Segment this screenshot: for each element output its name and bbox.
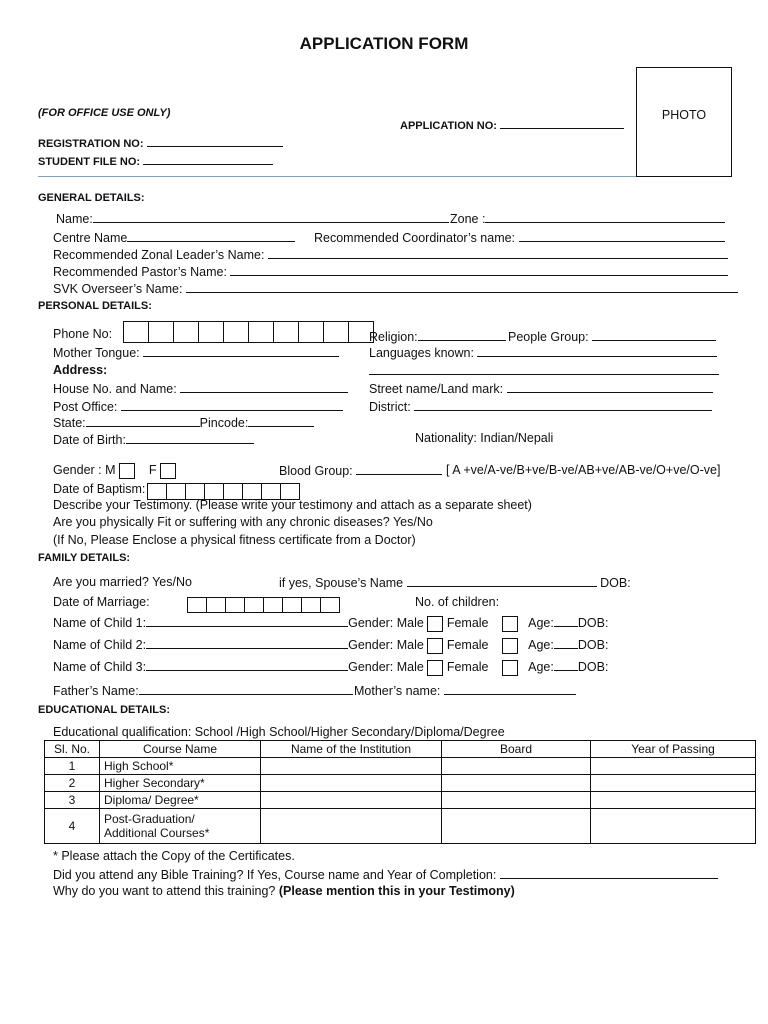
nationality-label: Nationality: Indian/Nepali: [415, 431, 554, 445]
bible-training-label: Did you attend any Bible Training? If Yes, Course name and Year of Completion:: [53, 868, 497, 882]
marriage-date-input[interactable]: [188, 596, 340, 613]
blood-group-label: Blood Group:: [279, 464, 353, 478]
religion-field[interactable]: [369, 328, 506, 345]
board-cell[interactable]: [442, 809, 591, 844]
father-field[interactable]: [53, 682, 353, 699]
child-female-label: Female: [446, 660, 489, 674]
table-row: [45, 758, 756, 775]
overseer-label: SVK Overseer’s Name:: [53, 282, 183, 296]
institution-cell[interactable]: [261, 809, 442, 844]
baptism-label: Date of Baptism:: [53, 482, 146, 496]
gender-label: Gender : M: [53, 463, 116, 477]
office-use-label: (FOR OFFICE USE ONLY): [38, 107, 171, 119]
child-age-label: Age:: [528, 638, 554, 652]
child-row: [53, 614, 608, 632]
table-row: [45, 809, 756, 844]
mother-field[interactable]: [354, 682, 576, 699]
street-field[interactable]: [369, 380, 713, 397]
header-divider: [38, 176, 636, 177]
child-female-label: Female: [446, 638, 489, 652]
board-cell[interactable]: [442, 792, 591, 809]
child-female-checkbox[interactable]: [502, 616, 518, 632]
father-label: Father’s Name:: [53, 684, 139, 698]
blood-group-field[interactable]: [279, 462, 442, 479]
child-dob-label: DOB:: [577, 616, 609, 630]
fitness-question: Are you physically Fit or suffering with any chronic diseases? Yes/No: [53, 515, 433, 529]
year-cell[interactable]: [591, 775, 756, 792]
student-file-no-field[interactable]: [38, 152, 273, 170]
child-male-checkbox[interactable]: [427, 638, 443, 654]
child-gender-label: Gender: Male: [348, 638, 424, 652]
bible-training-field[interactable]: [53, 866, 718, 883]
name-label: Name:: [56, 212, 93, 226]
post-office-field[interactable]: [53, 398, 343, 415]
board-cell[interactable]: [442, 758, 591, 775]
phone-label: Phone No:: [53, 327, 113, 341]
registration-no-field[interactable]: [38, 134, 283, 152]
pastor-label: Recommended Pastor’s Name:: [53, 265, 227, 279]
year-cell[interactable]: [591, 758, 756, 775]
course-cell: High School*: [100, 758, 261, 775]
pastor-field[interactable]: [53, 263, 728, 280]
district-field[interactable]: [369, 398, 712, 415]
table-header-row: [45, 741, 756, 758]
dob-label: Date of Birth:: [53, 433, 126, 447]
child-name-input[interactable]: [146, 636, 348, 649]
coordinator-field[interactable]: [314, 229, 725, 246]
child-dob-label: DOB:: [577, 638, 609, 652]
coordinator-label: Recommended Coordinator’s name:: [314, 231, 516, 245]
gender-m-checkbox[interactable]: [119, 463, 135, 479]
child-name-label: Name of Child 1:: [53, 616, 147, 630]
name-field[interactable]: [56, 210, 449, 227]
child-female-checkbox[interactable]: [502, 638, 518, 654]
form-title: APPLICATION FORM: [299, 34, 469, 53]
mother-tongue-field[interactable]: [53, 344, 339, 361]
certificates-note: * Please attach the Copy of the Certificates.: [53, 849, 295, 863]
qualification-text: Educational qualification: School /High School/Higher Secondary/Diploma/Degree: [53, 725, 505, 739]
education-table: [44, 740, 756, 844]
spouse-field[interactable]: [279, 574, 631, 591]
blood-options: [ A +ve/A-ve/B+ve/B-ve/AB+ve/AB-ve/O+ve/O-ve]: [446, 463, 721, 477]
zone-field[interactable]: [450, 210, 725, 227]
photo-box[interactable]: [636, 67, 732, 177]
education-heading: EDUCATIONAL DETAILS:: [38, 704, 170, 716]
phone-input[interactable]: [124, 321, 374, 343]
column-header: Sl. No.: [45, 741, 100, 758]
zonal-leader-label: Recommended Zonal Leader’s Name:: [53, 248, 265, 262]
child-name-label: Name of Child 3:: [53, 660, 147, 674]
application-no-label: APPLICATION NO:: [400, 120, 497, 132]
religion-label: Religion:: [369, 330, 418, 344]
child-age-label: Age:: [528, 616, 554, 630]
application-no-field[interactable]: [400, 116, 624, 134]
column-header: Year of Passing: [591, 741, 756, 758]
people-group-label: People Group:: [508, 330, 589, 344]
sl-no-cell: 1: [45, 758, 100, 775]
marriage-date-label: Date of Marriage:: [53, 595, 150, 609]
gender-f-checkbox[interactable]: [160, 463, 176, 479]
why-bold-note: (Please mention this in your Testimony): [278, 884, 515, 898]
sl-no-cell: 2: [45, 775, 100, 792]
address-extra-line[interactable]: [369, 362, 719, 379]
child-female-checkbox[interactable]: [502, 660, 518, 676]
married-question: Are you married? Yes/No: [53, 575, 192, 589]
state-field[interactable]: [53, 414, 314, 431]
column-header: Name of the Institution: [261, 741, 442, 758]
children-count-label: No. of children:: [415, 595, 500, 609]
zonal-leader-field[interactable]: [53, 246, 728, 263]
address-label: Address:: [53, 363, 108, 377]
child-age-label: Age:: [528, 660, 554, 674]
why-question: Why do you want to attend this training?: [53, 884, 276, 898]
personal-heading: PERSONAL DETAILS:: [38, 300, 152, 312]
column-header: Course Name: [100, 741, 261, 758]
languages-label: Languages known:: [369, 346, 474, 360]
gender-f-label: F: [148, 463, 157, 477]
child-dob-label: DOB:: [577, 660, 609, 674]
table-row: [45, 792, 756, 809]
child-gender-label: Gender: Male: [348, 616, 424, 630]
languages-field[interactable]: [369, 344, 717, 361]
pincode-label: Pincode:: [199, 416, 249, 430]
course-line-2: Additional Courses*: [104, 826, 210, 840]
institution-cell[interactable]: [261, 775, 442, 792]
course-cell: Diploma/ Degree*: [100, 792, 261, 809]
state-label: State:: [53, 416, 86, 430]
student-file-no-label: STUDENT FILE NO:: [38, 156, 141, 168]
testimony-text: Describe your Testimony. (Please write your testimony and attach as a separate sheet): [53, 498, 532, 512]
post-office-label: Post Office:: [53, 400, 118, 414]
spouse-dob-label: DOB:: [600, 576, 631, 590]
centre-name-field[interactable]: [53, 229, 295, 246]
course-line-1: Post-Graduation/: [104, 812, 195, 826]
family-heading: FAMILY DETAILS:: [38, 552, 131, 564]
board-cell[interactable]: [442, 775, 591, 792]
house-label: House No. and Name:: [53, 382, 177, 396]
general-heading: GENERAL DETAILS:: [38, 192, 145, 204]
fitness-note: (If No, Please Enclose a physical fitness certificate from a Doctor): [53, 533, 416, 547]
child-male-checkbox[interactable]: [427, 616, 443, 632]
photo-label: PHOTO: [661, 108, 707, 122]
child-name-input[interactable]: [146, 614, 348, 627]
course-cell: [100, 809, 261, 844]
spouse-label: if yes, Spouse’s Name: [279, 576, 404, 590]
child-male-checkbox[interactable]: [427, 660, 443, 676]
year-cell[interactable]: [591, 792, 756, 809]
child-row: [53, 636, 608, 654]
institution-cell[interactable]: [261, 758, 442, 775]
child-row: [53, 658, 608, 676]
mother-label: Mother’s name:: [354, 684, 441, 698]
overseer-field[interactable]: [53, 280, 738, 297]
registration-no-label: REGISTRATION NO:: [38, 138, 144, 150]
district-label: District:: [369, 400, 411, 414]
why-training-text: [53, 883, 515, 899]
street-label: Street name/Land mark:: [369, 382, 504, 396]
table-row: [45, 775, 756, 792]
course-cell: Higher Secondary*: [100, 775, 261, 792]
child-gender-label: Gender: Male: [348, 660, 424, 674]
mother-tongue-label: Mother Tongue:: [53, 346, 140, 360]
column-header: Board: [442, 741, 591, 758]
people-group-field[interactable]: [508, 328, 716, 345]
house-field[interactable]: [53, 380, 348, 397]
child-female-label: Female: [446, 616, 489, 630]
centre-name-label: Centre Name: [53, 231, 128, 245]
sl-no-cell: 4: [45, 809, 100, 844]
gender-field: [53, 462, 176, 479]
child-name-input[interactable]: [146, 658, 348, 671]
child-name-label: Name of Child 2:: [53, 638, 147, 652]
institution-cell[interactable]: [261, 792, 442, 809]
year-cell[interactable]: [591, 809, 756, 844]
sl-no-cell: 3: [45, 792, 100, 809]
dob-field[interactable]: [53, 431, 254, 448]
zone-label: Zone :: [450, 212, 486, 226]
